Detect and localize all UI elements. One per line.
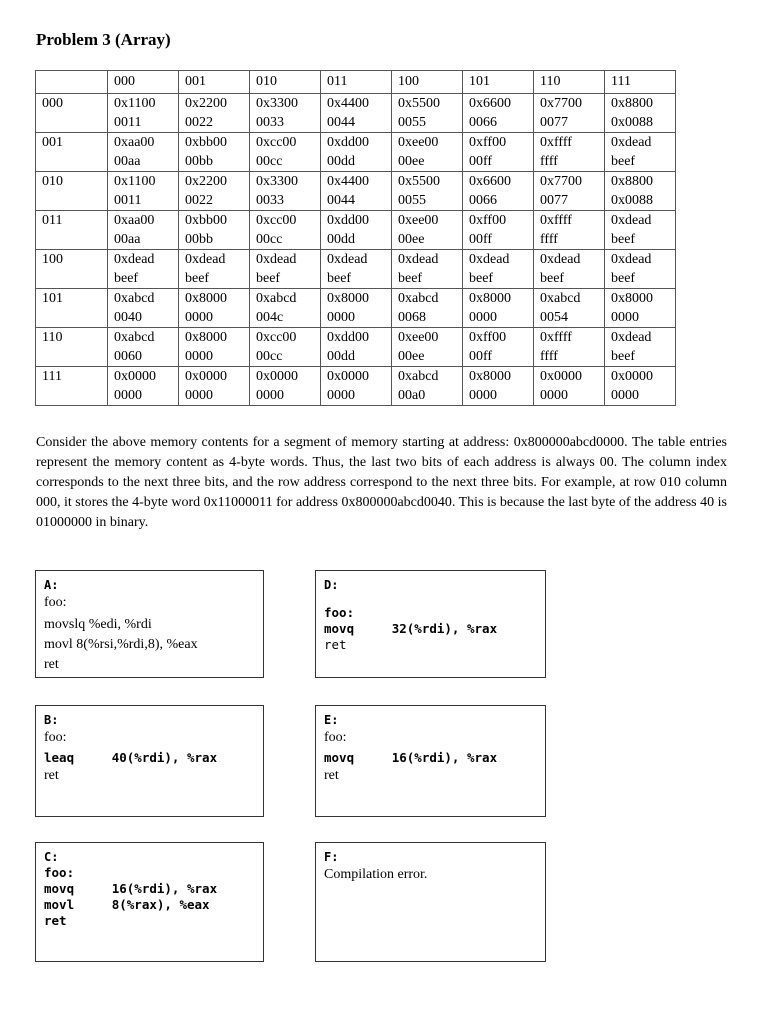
cell-line: 0xdead <box>611 252 652 267</box>
cell-line: 0xaa00 <box>114 213 155 228</box>
cell-line: 0xabcd <box>540 291 581 306</box>
option-f-box <box>315 842 546 962</box>
cell-line: beef <box>114 271 139 286</box>
cell-line: beef <box>611 232 636 247</box>
cell-line: 0xdd00 <box>327 213 369 228</box>
cell-line: 0x8800 <box>611 174 653 189</box>
cell-line: beef <box>540 271 565 286</box>
cell-line: 0xdead <box>398 252 439 267</box>
table-cell <box>605 367 676 406</box>
option-d-line: foo: <box>324 605 355 620</box>
cell-line: 00ee <box>398 349 425 364</box>
table-cell <box>250 94 321 133</box>
table-cell <box>463 211 534 250</box>
option-a-box <box>35 570 264 678</box>
cell-line: 0xcc00 <box>256 135 297 150</box>
cell-line: 0000 <box>185 349 213 364</box>
table-row <box>36 94 676 133</box>
option-c-label: C: <box>44 850 59 864</box>
option-e-line: movq 16(%rdi), %rax <box>324 750 498 765</box>
option-c-line: ret <box>44 913 67 928</box>
cell-line: 0x3300 <box>256 96 298 111</box>
cell-line: 00cc <box>256 349 283 364</box>
option-c-line: foo: <box>44 865 75 880</box>
cell-line: 0x0000 <box>185 369 227 384</box>
cell-line: 0011 <box>114 115 142 130</box>
table-cell <box>108 94 179 133</box>
cell-line: 0xabcd <box>256 291 297 306</box>
option-a-line: ret <box>44 657 59 672</box>
cell-line: beef <box>611 271 636 286</box>
cell-line: 0xee00 <box>398 330 439 345</box>
option-d-line: ret <box>324 637 347 652</box>
cell-line: 0022 <box>185 115 213 130</box>
cell-line: 0x6600 <box>469 96 511 111</box>
option-e-line: ret <box>324 768 339 783</box>
column-header: 110 <box>534 71 605 94</box>
table-cell <box>108 289 179 328</box>
cell-line: 0066 <box>469 115 497 130</box>
cell-line: 00aa <box>114 232 141 247</box>
cell-line: beef <box>398 271 423 286</box>
column-header: 101 <box>463 71 534 94</box>
table-row <box>36 172 676 211</box>
option-a-label: A: <box>44 578 59 592</box>
cell-line: 0000 <box>611 388 639 403</box>
cell-line: 00dd <box>327 154 355 169</box>
cell-line: 0xabcd <box>398 369 439 384</box>
table-cell <box>108 367 179 406</box>
table-cell <box>392 367 463 406</box>
cell-line: 0x8000 <box>469 291 511 306</box>
table-cell <box>463 133 534 172</box>
cell-line: 0xcc00 <box>256 330 297 345</box>
cell-line: 0000 <box>185 310 213 325</box>
option-b-line: leaq 40(%rdi), %rax <box>44 750 218 765</box>
cell-line: 0000 <box>327 310 355 325</box>
table-cell <box>463 250 534 289</box>
table-cell <box>179 211 250 250</box>
column-header: 111 <box>605 71 676 94</box>
table-cell <box>392 172 463 211</box>
table-cell <box>605 172 676 211</box>
cell-line: 0x4400 <box>327 96 369 111</box>
option-c-line: movl 8(%rax), %eax <box>44 897 210 912</box>
option-d-line: movq 32(%rdi), %rax <box>324 621 498 636</box>
table-cell <box>392 211 463 250</box>
table-row <box>36 289 676 328</box>
cell-line: 0xee00 <box>398 135 439 150</box>
cell-line: 0x0000 <box>611 369 653 384</box>
row-header: 001 <box>36 133 108 172</box>
table-header-row <box>36 71 676 94</box>
cell-line: 0x8000 <box>327 291 369 306</box>
column-header: 011 <box>321 71 392 94</box>
cell-line: 0x0088 <box>611 115 653 130</box>
cell-line: 0000 <box>469 388 497 403</box>
table-cell <box>463 328 534 367</box>
cell-line: 0077 <box>540 115 568 130</box>
option-d-box <box>315 570 546 678</box>
table-cell <box>250 328 321 367</box>
table-cell <box>534 250 605 289</box>
cell-line: 0033 <box>256 115 284 130</box>
table-row <box>36 250 676 289</box>
option-b-box <box>35 705 264 817</box>
cell-line: 0xffff <box>540 213 572 228</box>
option-a-line: movslq %edi, %rdi <box>44 617 152 632</box>
cell-line: 0000 <box>114 388 142 403</box>
corner-cell <box>36 71 108 94</box>
cell-line: 0044 <box>327 115 355 130</box>
cell-line: 00ee <box>398 232 425 247</box>
cell-line: 0054 <box>540 310 568 325</box>
table-cell <box>605 211 676 250</box>
cell-line: 0xffff <box>540 135 572 150</box>
table-cell <box>179 250 250 289</box>
table-cell <box>392 94 463 133</box>
table-cell <box>463 289 534 328</box>
cell-line: 0044 <box>327 193 355 208</box>
table-cell <box>250 289 321 328</box>
table-cell <box>534 94 605 133</box>
table-cell <box>463 94 534 133</box>
table-cell <box>605 250 676 289</box>
cell-line: 0x8000 <box>611 291 653 306</box>
cell-line: 0055 <box>398 115 426 130</box>
table-cell <box>108 211 179 250</box>
option-e-box <box>315 705 546 817</box>
table-cell <box>392 133 463 172</box>
cell-line: 0000 <box>469 310 497 325</box>
table-cell <box>250 172 321 211</box>
cell-line: 00a0 <box>398 388 426 403</box>
table-cell <box>179 94 250 133</box>
column-header: 000 <box>108 71 179 94</box>
option-f-label: F: <box>324 850 339 864</box>
cell-line: 0xbb00 <box>185 135 227 150</box>
table-cell <box>179 172 250 211</box>
cell-line: 0068 <box>398 310 426 325</box>
table-cell <box>392 328 463 367</box>
cell-line: 0x2200 <box>185 96 227 111</box>
cell-line: 0000 <box>540 388 568 403</box>
cell-line: 00ff <box>469 349 493 364</box>
cell-line: 0060 <box>114 349 142 364</box>
option-d-label: D: <box>324 578 339 592</box>
cell-line: 0xee00 <box>398 213 439 228</box>
option-e-label: E: <box>324 713 339 727</box>
cell-line: 00cc <box>256 232 283 247</box>
option-c-line: movq 16(%rdi), %rax <box>44 881 218 896</box>
row-header: 100 <box>36 250 108 289</box>
cell-line: 0xdead <box>469 252 510 267</box>
column-header: 100 <box>392 71 463 94</box>
table-cell <box>108 328 179 367</box>
cell-line: 0x0000 <box>114 369 156 384</box>
cell-line: 0000 <box>327 388 355 403</box>
table-cell <box>321 289 392 328</box>
cell-line: 0011 <box>114 193 142 208</box>
table-cell <box>108 133 179 172</box>
cell-line: 0x5500 <box>398 174 440 189</box>
cell-line: 004c <box>256 310 284 325</box>
cell-line: 0x6600 <box>469 174 511 189</box>
cell-line: ffff <box>540 154 558 169</box>
cell-line: 00ee <box>398 154 425 169</box>
memory-table-body <box>36 94 676 406</box>
column-header: 010 <box>250 71 321 94</box>
cell-line: 0xff00 <box>469 213 507 228</box>
table-cell <box>321 328 392 367</box>
memory-table <box>35 70 676 406</box>
option-b-label: B: <box>44 713 59 727</box>
table-cell <box>250 250 321 289</box>
cell-line: 0xabcd <box>398 291 439 306</box>
cell-line: 0x1100 <box>114 174 156 189</box>
cell-line: 0x8000 <box>469 369 511 384</box>
cell-line: 0xff00 <box>469 135 507 150</box>
table-cell <box>534 133 605 172</box>
table-cell <box>108 250 179 289</box>
option-b-line: ret <box>44 768 59 783</box>
cell-line: 00ff <box>469 232 493 247</box>
cell-line: 0x0000 <box>327 369 369 384</box>
cell-line: beef <box>327 271 352 286</box>
cell-line: 0055 <box>398 193 426 208</box>
table-cell <box>463 172 534 211</box>
table-cell <box>534 172 605 211</box>
cell-line: 0x0000 <box>540 369 582 384</box>
problem-title: Problem 3 (Array) <box>36 30 171 49</box>
cell-line: 0x4400 <box>327 174 369 189</box>
table-row <box>36 367 676 406</box>
cell-line: 0xdd00 <box>327 135 369 150</box>
cell-line: 0x8000 <box>185 330 227 345</box>
cell-line: 0xdead <box>256 252 297 267</box>
table-cell <box>179 367 250 406</box>
cell-line: 0x8000 <box>185 291 227 306</box>
table-cell <box>321 94 392 133</box>
cell-line: 0x7700 <box>540 96 582 111</box>
cell-line: 0x3300 <box>256 174 298 189</box>
table-cell <box>534 367 605 406</box>
cell-line: 0xbb00 <box>185 213 227 228</box>
cell-line: 0xdead <box>327 252 368 267</box>
table-cell <box>605 289 676 328</box>
option-c-box <box>35 842 264 962</box>
cell-line: ffff <box>540 349 558 364</box>
table-cell <box>250 367 321 406</box>
cell-line: 0x7700 <box>540 174 582 189</box>
cell-line: 0x0088 <box>611 193 653 208</box>
option-e-line: foo: <box>324 730 347 745</box>
table-cell <box>321 133 392 172</box>
table-cell <box>321 172 392 211</box>
table-cell <box>321 367 392 406</box>
cell-line: beef <box>185 271 210 286</box>
cell-line: 0077 <box>540 193 568 208</box>
option-b-line: foo: <box>44 730 67 745</box>
cell-line: 0xff00 <box>469 330 507 345</box>
cell-line: 0xdead <box>114 252 155 267</box>
table-row <box>36 211 676 250</box>
cell-line: 0xcc00 <box>256 213 297 228</box>
cell-line: 00aa <box>114 154 141 169</box>
row-header: 111 <box>36 367 108 406</box>
table-cell <box>534 211 605 250</box>
table-cell <box>534 328 605 367</box>
option-f-line: Compilation error. <box>324 867 428 882</box>
row-header: 011 <box>36 211 108 250</box>
cell-line: 0000 <box>185 388 213 403</box>
table-cell <box>179 289 250 328</box>
cell-line: 0x8800 <box>611 96 653 111</box>
cell-line: 0x0000 <box>256 369 298 384</box>
table-row <box>36 133 676 172</box>
table-cell <box>179 133 250 172</box>
cell-line: 0xdead <box>540 252 581 267</box>
cell-line: 0xdead <box>611 330 652 345</box>
table-cell <box>321 250 392 289</box>
cell-line: 0xdead <box>185 252 226 267</box>
table-cell <box>392 289 463 328</box>
table-cell <box>392 250 463 289</box>
cell-line: 00bb <box>185 232 213 247</box>
cell-line: beef <box>611 349 636 364</box>
option-a-line: movl 8(%rsi,%rdi,8), %eax <box>44 637 198 652</box>
table-cell <box>605 328 676 367</box>
cell-line: 00ff <box>469 154 493 169</box>
table-cell <box>534 289 605 328</box>
table-cell <box>463 367 534 406</box>
cell-line: 0040 <box>114 310 142 325</box>
table-cell <box>179 328 250 367</box>
cell-line: 00dd <box>327 232 355 247</box>
table-cell <box>321 211 392 250</box>
cell-line: 0xdead <box>611 213 652 228</box>
cell-line: beef <box>611 154 636 169</box>
table-cell <box>605 94 676 133</box>
cell-line: 0xabcd <box>114 291 155 306</box>
cell-line: 00cc <box>256 154 283 169</box>
row-header: 000 <box>36 94 108 133</box>
table-cell <box>250 133 321 172</box>
cell-line: 0x2200 <box>185 174 227 189</box>
cell-line: 00bb <box>185 154 213 169</box>
cell-line: 0033 <box>256 193 284 208</box>
table-cell <box>250 211 321 250</box>
cell-line: 0066 <box>469 193 497 208</box>
description-paragraph: Consider the above memory contents for a segment of memory starting at address: 0x800000abcd0000. The table entries represent the memory content as 4-byte words. Thus, the last two bits of each address is always 00. The column index corresponds to the next three bits, and the row address correspond to the next three bits. For example, at row 010 column 000, it stores the 4-byte word 0x11000011 for address 0x800000abcd0040. This is because the last byte of the address 40 is 01000000 in binary. <box>36 435 727 530</box>
cell-line: beef <box>256 271 281 286</box>
table-row <box>36 328 676 367</box>
cell-line: 0022 <box>185 193 213 208</box>
row-header: 110 <box>36 328 108 367</box>
option-a-line: foo: <box>44 595 67 610</box>
cell-line: 0x1100 <box>114 96 156 111</box>
column-header: 001 <box>179 71 250 94</box>
cell-line: 0xffff <box>540 330 572 345</box>
cell-line: 0xaa00 <box>114 135 155 150</box>
cell-line: beef <box>469 271 494 286</box>
cell-line: 0x5500 <box>398 96 440 111</box>
cell-line: ffff <box>540 232 558 247</box>
table-cell <box>605 133 676 172</box>
cell-line: 0000 <box>256 388 284 403</box>
cell-line: 0xdead <box>611 135 652 150</box>
row-header: 101 <box>36 289 108 328</box>
table-cell <box>108 172 179 211</box>
row-header: 010 <box>36 172 108 211</box>
cell-line: 0xdd00 <box>327 330 369 345</box>
cell-line: 0000 <box>611 310 639 325</box>
cell-line: 0xabcd <box>114 330 155 345</box>
cell-line: 00dd <box>327 349 355 364</box>
